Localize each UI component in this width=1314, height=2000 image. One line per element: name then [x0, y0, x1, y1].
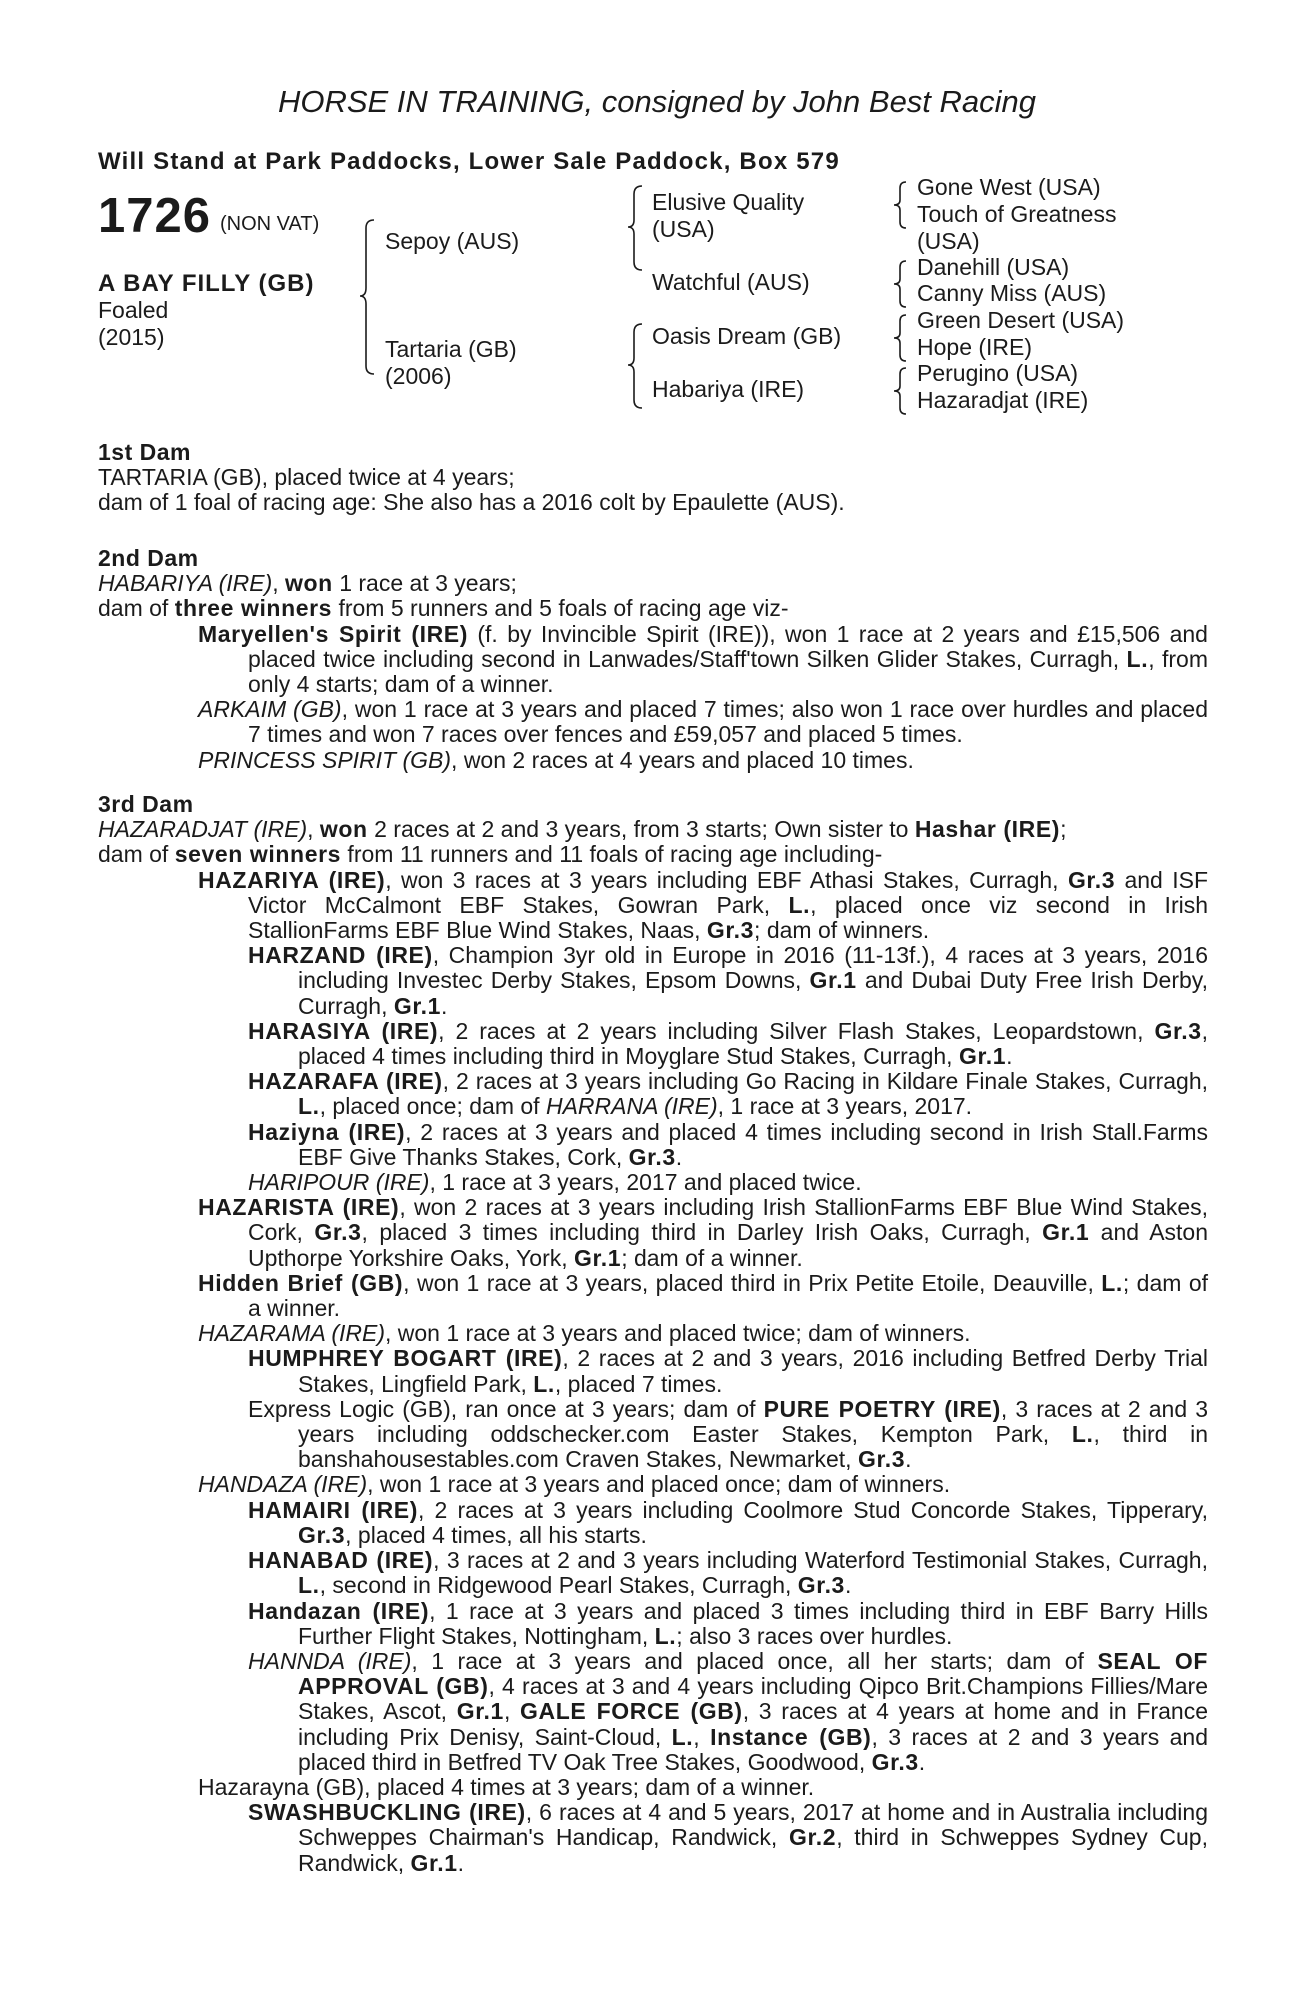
list-item: ARKAIM (GB), won 1 race at 3 years and placed 7 times; also won 1 race over hurdles and placed 7 times and won 7 races over fences and £59,057 and placed 5 times. — [198, 696, 1209, 748]
list-item: Hidden Brief (GB), won 1 race at 3 years, placed third in Prix Petite Etoile, Deauville, L.; dam of a winner. — [198, 1269, 1209, 1322]
pedigree-bracket-ss — [894, 180, 910, 230]
list-item: HAZARIYA (IRE), won 3 races at 3 years including EBF Athasi Stakes, Curragh, Gr.3 and ISF Victor McCalmont EBF Stakes, Gowran Park, L., placed once viz second in Irish StallionFarms EBF Blue Wind Stakes, Naas, Gr.3; dam of winners. — [198, 866, 1209, 944]
list-item: HARIPOUR (IRE), 1 race at 3 years, 2017 and placed twice. — [248, 1169, 862, 1196]
list-item: HAZARISTA (IRE), won 2 races at 3 years including Irish StallionFarms EBF Blue Wind Stakes, Cork, Gr.3, placed 3 times including third in Darley Irish Oaks, Curragh, Gr.1 and Aston Upthorpe Yorkshire Oaks, York, Gr.1; dam of a winner. — [198, 1194, 1209, 1271]
sire-sire-name: Elusive Quality — [652, 189, 805, 215]
list-item: PRINCESS SPIRIT (GB), won 2 races at 4 years and placed 10 times. — [198, 746, 914, 773]
progeny-name: HANDAZA (IRE) — [198, 1471, 368, 1498]
first-dam-line2: dam of 1 foal of racing age: She also has a 2016 colt by Epaulette (AUS). — [98, 489, 845, 516]
second-dam-heading: 2nd Dam — [98, 545, 199, 571]
pedigree-bracket-dam — [628, 322, 648, 412]
consignor-heading: HORSE IN TRAINING, consigned by John Best Racing — [277, 84, 1037, 119]
list-item: HANNDA (IRE), 1 race at 3 years and placed once, all her starts; dam of SEAL OF APPROVAL (GB), 4 races at 3 and 4 years including Qipco Brit.Champions Fillies/Mare Stakes, Ascot, Gr.1, GALE FORCE (GB), 3 races at 4 years at home and in France including Prix Denisy, Saint-Cloud, L., Instance (GB), 3 races at 2 and 3 years and placed third in Betfred TV Oak Tree Stakes, Goodwood, Gr.3. — [248, 1647, 1209, 1775]
progeny-name: PRINCESS SPIRIT (GB) — [198, 746, 452, 773]
third-dam-section: 3rd Dam HAZARADJAT (IRE), won 2 races at 2 and 3 years, from 3 starts; Own sister to Hashar (IRE); dam of seven winners from 11 runners and 11 foals of racing age including- HAZARIYA (IRE), won 3 races at 3 years including EBF Athasi Stakes, Curragh, Gr.3 and ISF Victor McCalmont EBF Stakes, Gowran Park, L., placed once viz second in Irish StallionFarms EBF Blue Wind Stakes, Naas, Gr.3; dam of winners. HARZAND (IRE), Champion 3yr old in Europe in 2016 (11-13f.), 4 races at 3 years, 2016 including Investec Derby Stakes, Epsom Downs, Gr.1 and Dubai Duty Free Irish Derby, Curragh, Gr.1. HARASIYA (IRE), 2 races at 2 years including Silver Flash Stakes, Leopardstown, Gr.3, placed 4 times including third in Moyglare Stud Stakes, Curragh, Gr.1. HAZARAFA (IRE), 2 races at 3 years including Go Racing in Kildare Finale Stakes, Curragh, L., placed once; dam of HARRANA (IRE), 1 race at 3 years, 2017. Haziyna (IRE), 2 races at 3 years and placed 4 times including second in Irish Stall.Farms EBF Give Thanks Stakes, Cork, Gr.3. HARIPOUR (IRE), 1 race at 3 years, 2017 and placed twice. HAZARISTA (IRE), won 2 races at 3 years including Irish StallionFarms EBF Blue Wind Stakes, Cork, Gr.3, placed 3 times including third in Darley Irish Oaks, Curragh, Gr.1 and Aston Upthorpe Yorkshire Oaks, York, Gr.1; dam of a winner. Hidden Brief (GB), won 1 race at 3 years, placed third in Prix Petite Etoile, Deauville, L.; dam of a winner. HAZARAMA (IRE), won 1 race at 3 years and placed twice; dam of winners. HUMPHREY BOGART (IRE), 2 races at 2 and 3 years, 2016 including Betfred Derby Trial Stakes, Lingfield Park, L., placed 7 times. Express Logic (GB), ran once at 3 years; dam of PURE POETRY (IRE), 3 races at 2 and 3 years including oddschecker.com Easter Stakes, Kempton Park, L., third in banshahousestables.com Craven Stakes, Newmarket, Gr.3. HANDAZA (IRE), won 1 race at 3 years and placed once; dam of winners. HAMAIRI (IRE), 2 races at 3 years including Coolmore Stud Concorde Stakes, Tipperary, Gr.3, placed 4 times, all his starts. HANABAD (IRE), 3 races at 2 and 3 years including Waterford Testimonial Stakes, Curragh, L., second in Ridgewood Pearl Stakes, Curragh, Gr.3. Handazan (IRE), 1 race at 3 years and placed 3 times including third in EBF Barry Hills Further Flight Stakes, Nottingham, L.; also 3 races over hurdles. HANNDA (IRE), 1 race at 3 years and placed once, all her starts; dam of SEAL OF APPROVAL (GB), 4 races at 3 and 4 years including Qipco Brit.Champions Fillies/Mare Stakes, Ascot, Gr.1, GALE FORCE (GB), 3 races at 4 years at home and in France including Prix Denisy, Saint-Cloud, L., Instance (GB), 3 races at 2 and 3 years and placed third in Betfred TV Oak Tree Stakes, Goodwood, Gr.3. Hazarayna (GB), placed 4 times at 3 years; dam of a winner. SWASHBUCKLING (IRE), 6 races at 4 and 5 years, 2017 at home and in Australia including Schweppes Chairman's Handicap, Randwick, Gr.2, third in Schweppes Sydney Cup, Randwick, Gr.1. — [98, 791, 1209, 1876]
horse-description: A BAY FILLY (GB) — [98, 270, 315, 297]
list-item: Hazarayna (GB), placed 4 times at 3 years; dam of a winner. — [198, 1773, 815, 1800]
list-item: HANDAZA (IRE), won 1 race at 3 years and placed once; dam of winners. — [198, 1471, 951, 1498]
pedigree-bracket-sire — [628, 184, 648, 274]
ancestor-gone-west: Gone West (USA) — [917, 174, 1101, 200]
first-dam-section — [98, 440, 1208, 516]
third-dam-heading: 3rd Dam — [98, 791, 194, 817]
list-item: HARASIYA (IRE), 2 races at 2 years including Silver Flash Stakes, Leopardstown, Gr.3, placed 4 times including third in Moyglare Stud Stakes, Curragh, Gr.1. — [248, 1017, 1208, 1070]
progeny-name: HAZARAFA (IRE) — [248, 1068, 443, 1095]
dam-year: (2006) — [385, 363, 452, 389]
pedigree-bracket-dd — [894, 366, 910, 416]
list-item: SWASHBUCKLING (IRE), 6 races at 4 and 5 years, 2017 at home and in Australia including Schweppes Chairman's Handicap, Randwick, Gr.2, third in Schweppes Sydney Cup, Randwick, Gr.1. — [248, 1799, 1208, 1876]
progeny-name: HAMAIRI (IRE) — [248, 1496, 418, 1523]
dam-dam-name: Habariya (IRE) — [652, 376, 805, 402]
pedigree-bracket-main — [360, 218, 380, 378]
progeny-name: HARZAND (IRE) — [248, 942, 433, 969]
pedigree-bracket-ds — [894, 313, 910, 363]
progeny-name: Hidden Brief (GB) — [198, 1269, 404, 1296]
foaled-label: Foaled — [98, 297, 169, 323]
list-item: HAZARAMA (IRE), won 1 race at 3 years and placed twice; dam of winners. — [198, 1320, 971, 1347]
list-item: Haziyna (IRE), 2 races at 3 years and placed 4 times including second in Irish Stall.Farms EBF Give Thanks Stakes, Cork, Gr.3. — [248, 1118, 1208, 1170]
ancestor-touch-of-greatness-country: (USA) — [917, 228, 980, 254]
progeny-name: PURE POETRY (IRE) — [763, 1395, 1001, 1422]
ancestor-perugino: Perugino (USA) — [917, 360, 1079, 386]
list-item: Maryellen's Spirit (IRE) (f. by Invincible Spirit (IRE)), won 1 race at 2 years and £15,506 and placed twice including second in Lanwades/Staff'town Silken Glider Stakes, Curragh, L., from only 4 starts; dam of a winner. — [198, 620, 1208, 698]
progeny-name: HARASIYA (IRE) — [248, 1017, 439, 1044]
list-item: HAMAIRI (IRE), 2 races at 3 years including Coolmore Stud Concorde Stakes, Tipperary, Gr.3, placed 4 times, all his starts. — [248, 1496, 1208, 1548]
ancestor-green-desert: Green Desert (USA) — [917, 307, 1125, 333]
list-item: Express Logic (GB), ran once at 3 years; dam of PURE POETRY (IRE), 3 races at 2 and 3 years including oddschecker.com Easter Stakes, Kempton Park, L., third in banshahousestables.com Craven Stakes, Newmarket, Gr.3. — [248, 1395, 1209, 1473]
ancestor-hope: Hope (IRE) — [917, 334, 1033, 360]
first-dam-heading: 1st Dam — [98, 439, 191, 465]
progeny-name: Haziyna (IRE) — [248, 1118, 406, 1145]
ancestor-hazaradjat: Hazaradjat (IRE) — [917, 387, 1089, 413]
dam-name: Tartaria (GB) — [385, 336, 517, 362]
progeny-name: ARKAIM (GB) — [198, 696, 342, 723]
dam-sire-name: Oasis Dream (GB) — [652, 323, 842, 349]
first-dam-line1: TARTARIA (GB), placed twice at 4 years; — [98, 464, 515, 491]
progeny-name: HAZARIYA (IRE) — [198, 866, 386, 893]
sire-sire-country: (USA) — [652, 216, 715, 242]
third-dam-name: HAZARADJAT (IRE) — [98, 816, 308, 843]
list-item: HAZARAFA (IRE), 2 races at 3 years including Go Racing in Kildare Finale Stakes, Curragh, L., placed once; dam of HARRANA (IRE), 1 race at 3 years, 2017. — [248, 1068, 1208, 1120]
progeny-name: Handazan (IRE) — [248, 1597, 430, 1624]
progeny-name: Maryellen's Spirit (IRE) — [198, 620, 468, 647]
progeny-name: HAZARISTA (IRE) — [198, 1194, 400, 1221]
list-item: HUMPHREY BOGART (IRE), 2 races at 2 and 3 years, 2016 including Betfred Derby Trial Stakes, Lingfield Park, L., placed 7 times. — [248, 1345, 1208, 1397]
vat-status: (NON VAT) — [220, 213, 320, 235]
pedigree-bracket-sd — [894, 259, 910, 309]
progeny-name: HUMPHREY BOGART (IRE) — [248, 1345, 563, 1372]
progeny-name: HANNDA (IRE) — [248, 1647, 412, 1674]
sire-name: Sepoy (AUS) — [385, 228, 520, 254]
second-dam-name: HABARIYA (IRE) — [98, 570, 273, 597]
list-item: Handazan (IRE), 1 race at 3 years and placed 3 times including third in EBF Barry Hills Further Flight Stakes, Nottingham, L.; also 3 races over hurdles. — [248, 1597, 1208, 1649]
progeny-name: HANABAD (IRE) — [248, 1547, 434, 1574]
stand-location: Will Stand at Park Paddocks, Lower Sale Paddock, Box 579 — [98, 148, 840, 175]
sire-dam-name: Watchful (AUS) — [652, 269, 810, 295]
list-item: HANABAD (IRE), 3 races at 2 and 3 years including Waterford Testimonial Stakes, Curragh, L., second in Ridgewood Pearl Stakes, Curragh, Gr.3. — [248, 1547, 1208, 1599]
ancestor-canny-miss: Canny Miss (AUS) — [917, 280, 1107, 306]
progeny-name: SWASHBUCKLING (IRE) — [248, 1799, 526, 1826]
lot-number: 1726 — [98, 189, 212, 243]
progeny-name: HARIPOUR (IRE) — [248, 1169, 430, 1196]
progeny-name: HAZARAMA (IRE) — [198, 1320, 385, 1347]
foaled-year: (2015) — [98, 324, 165, 350]
ancestor-danehill: Danehill (USA) — [917, 254, 1070, 280]
second-dam-section: 2nd Dam HABARIYA (IRE), won 1 race at 3 years; dam of three winners from 5 runners and 5 foals of racing age viz- Maryellen's Spirit (IRE) (f. by Invincible Spirit (IRE)), won 1 race at 2 years and £15,506 and placed twice including second in Lanwades/Staff'town Silken Glider Stakes, Curragh, L., from only 4 starts; dam of a winner. ARKAIM (GB), won 1 race at 3 years and placed 7 times; also won 1 race over hurdles and placed 7 times and won 7 races over fences and £59,057 and placed 5 times. PRINCESS SPIRIT (GB), won 2 races at 4 years and placed 10 times. — [98, 545, 1209, 773]
list-item: HARZAND (IRE), Champion 3yr old in Europe in 2016 (11-13f.), 4 races at 3 years, 2016 including Investec Derby Stakes, Epsom Downs, Gr.1 and Dubai Duty Free Irish Derby, Curragh, Gr.1. — [248, 942, 1208, 1019]
ancestor-touch-of-greatness: Touch of Greatness — [917, 201, 1117, 227]
